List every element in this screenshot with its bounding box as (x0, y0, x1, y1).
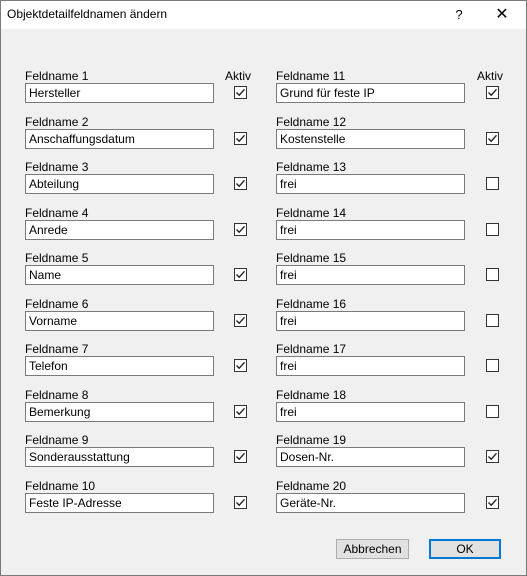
field-input-1[interactable] (25, 83, 214, 103)
field-input-9[interactable] (25, 447, 214, 467)
active-header-left: Aktiv (225, 69, 252, 83)
active-checkbox-2[interactable] (234, 132, 247, 145)
field-input-14[interactable] (276, 220, 465, 240)
field-label-3: Feldname 3 (25, 160, 89, 174)
checkmark-icon (235, 406, 246, 417)
field-label-11: Feldname 11 (276, 69, 346, 83)
checkmark-icon (487, 87, 498, 98)
field-input-2[interactable] (25, 129, 214, 149)
active-checkbox-9[interactable] (234, 450, 247, 463)
field-label-13: Feldname 13 (276, 160, 347, 174)
field-input-18[interactable] (276, 402, 465, 422)
active-checkbox-15[interactable] (486, 268, 499, 281)
checkmark-icon (235, 315, 246, 326)
help-button[interactable]: ? (455, 7, 463, 22)
field-input-11[interactable] (276, 83, 465, 103)
checkmark-icon (235, 269, 246, 280)
active-checkbox-16[interactable] (486, 314, 499, 327)
active-checkbox-10[interactable] (234, 496, 247, 509)
checkmark-icon (487, 133, 498, 144)
field-input-20[interactable] (276, 493, 465, 513)
field-input-17[interactable] (276, 356, 465, 376)
active-checkbox-3[interactable] (234, 177, 247, 190)
checkmark-icon (235, 224, 246, 235)
field-input-19[interactable] (276, 447, 465, 467)
field-label-16: Feldname 16 (276, 297, 347, 311)
field-label-6: Feldname 6 (25, 297, 89, 311)
field-input-15[interactable] (276, 265, 465, 285)
active-header-right: Aktiv (477, 69, 504, 83)
field-input-13[interactable] (276, 174, 465, 194)
field-input-5[interactable] (25, 265, 214, 285)
field-label-15: Feldname 15 (276, 251, 347, 265)
field-input-16[interactable] (276, 311, 465, 331)
field-label-17: Feldname 17 (276, 342, 347, 356)
active-checkbox-11[interactable] (486, 86, 499, 99)
active-checkbox-1[interactable] (234, 86, 247, 99)
field-label-19: Feldname 19 (276, 433, 347, 447)
field-input-4[interactable] (25, 220, 214, 240)
field-label-18: Feldname 18 (276, 388, 347, 402)
field-label-14: Feldname 14 (276, 206, 347, 220)
field-label-8: Feldname 8 (25, 388, 89, 402)
field-label-10: Feldname 10 (25, 479, 96, 493)
title-bar (1, 1, 526, 29)
ok-button[interactable]: OK (429, 539, 501, 559)
field-label-9: Feldname 9 (25, 433, 89, 447)
active-checkbox-13[interactable] (486, 177, 499, 190)
active-checkbox-14[interactable] (486, 223, 499, 236)
field-label-7: Feldname 7 (25, 342, 89, 356)
field-input-12[interactable] (276, 129, 465, 149)
window-title: Objektdetailfeldnamen ändern (7, 7, 168, 21)
field-label-1: Feldname 1 (25, 69, 89, 83)
active-checkbox-7[interactable] (234, 359, 247, 372)
active-checkbox-12[interactable] (486, 132, 499, 145)
checkmark-icon (487, 497, 498, 508)
cancel-button[interactable]: Abbrechen (336, 539, 409, 559)
field-label-12: Feldname 12 (276, 115, 347, 129)
field-label-4: Feldname 4 (25, 206, 89, 220)
checkmark-icon (235, 360, 246, 371)
checkmark-icon (235, 497, 246, 508)
active-checkbox-8[interactable] (234, 405, 247, 418)
close-button[interactable]: ✕ (495, 6, 509, 23)
field-input-6[interactable] (25, 311, 214, 331)
field-label-2: Feldname 2 (25, 115, 89, 129)
checkmark-icon (235, 178, 246, 189)
field-label-5: Feldname 5 (25, 251, 89, 265)
field-input-8[interactable] (25, 402, 214, 422)
checkmark-icon (235, 87, 246, 98)
active-checkbox-5[interactable] (234, 268, 247, 281)
field-input-10[interactable] (25, 493, 214, 513)
active-checkbox-17[interactable] (486, 359, 499, 372)
active-checkbox-4[interactable] (234, 223, 247, 236)
field-label-20: Feldname 20 (276, 479, 347, 493)
checkmark-icon (235, 133, 246, 144)
field-input-3[interactable] (25, 174, 214, 194)
field-input-7[interactable] (25, 356, 214, 376)
checkmark-icon (235, 451, 246, 462)
active-checkbox-20[interactable] (486, 496, 499, 509)
checkmark-icon (487, 451, 498, 462)
active-checkbox-19[interactable] (486, 450, 499, 463)
active-checkbox-18[interactable] (486, 405, 499, 418)
active-checkbox-6[interactable] (234, 314, 247, 327)
